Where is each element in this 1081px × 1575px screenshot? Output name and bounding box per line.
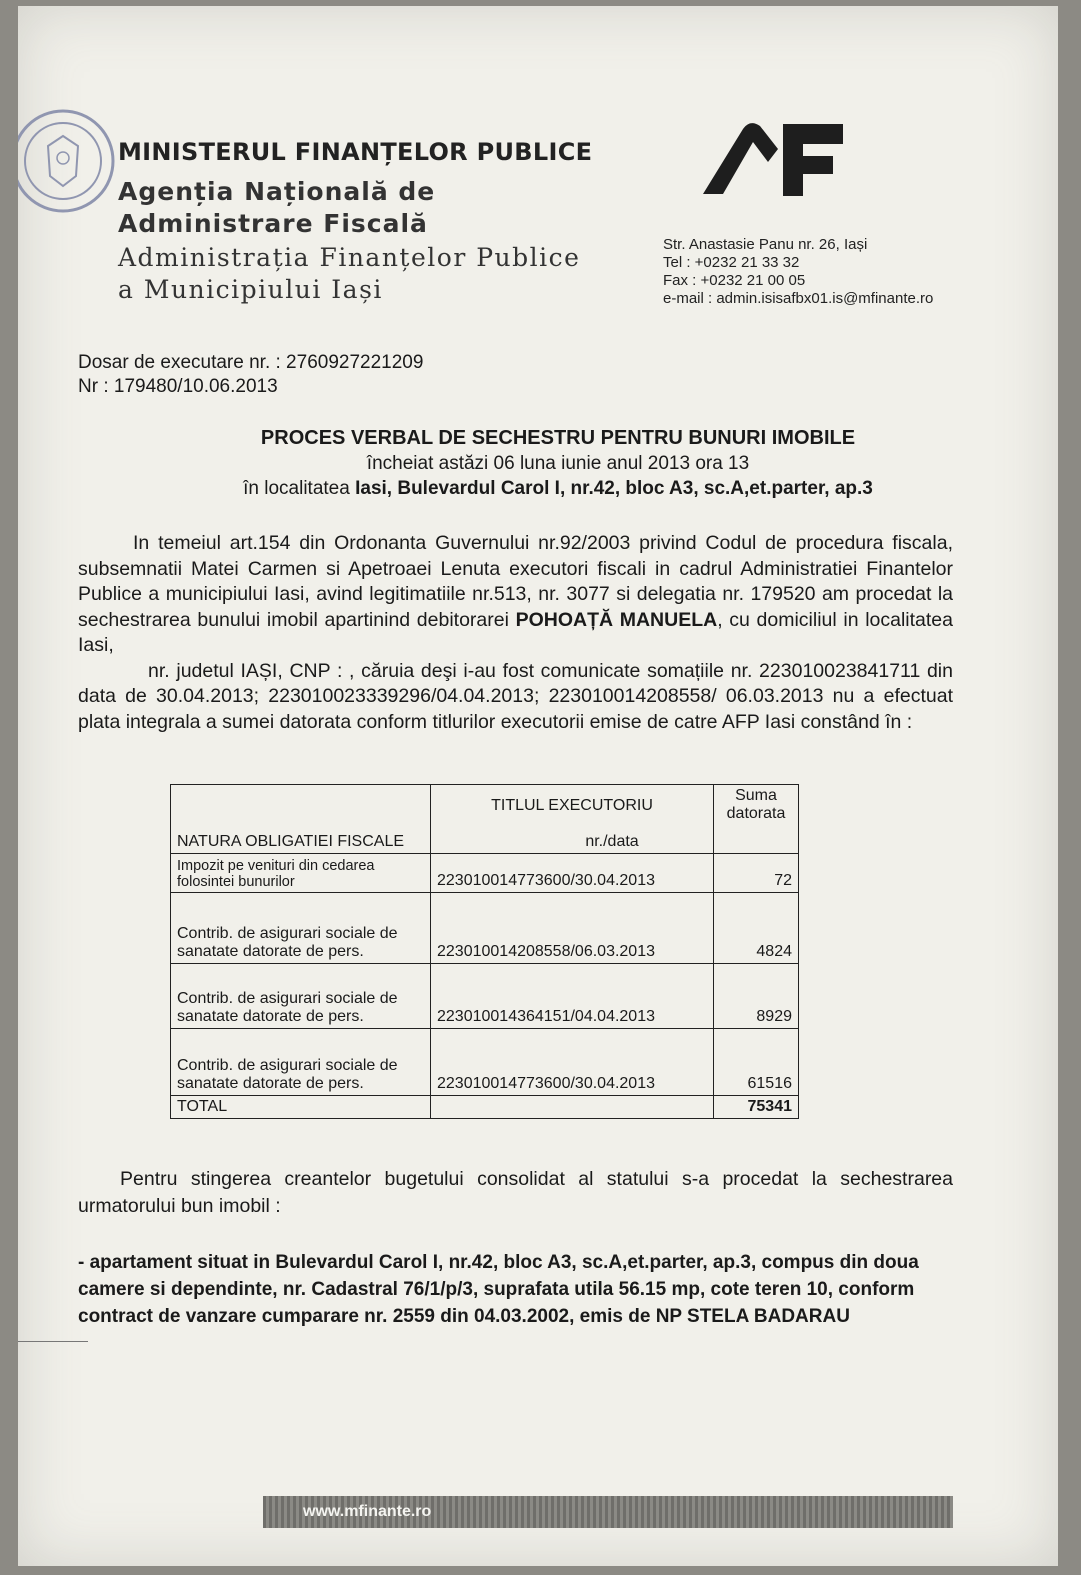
total-amount: 75341 (714, 1096, 799, 1119)
row-nature: Impozit pe venituri din cedarea folosintei bunurilor (171, 854, 431, 893)
body-text-part1b: , cu domiciliul in localitatea Iasi, (78, 608, 953, 656)
table-row (171, 854, 799, 893)
debtor-name: POHOAȚĂ MANUELA (515, 608, 718, 631)
total-empty-cell (431, 1096, 714, 1119)
body-paragraph (78, 531, 953, 735)
body-text-part2: nr. judetul IAȘI, CNP : , căruia deşi i-au fost comunicate somațiile nr. 223010023841711 din data de 30.04.2013; 223010023339296/04.04.2013; 223010014208558/ 06.03.2013 nu a efectuat plata integrala a sumei datorata conform titlurilor executorii emise de catre AFP Iasi constând în : (78, 659, 953, 733)
table-header-row (171, 785, 799, 854)
romania-seal-icon (18, 106, 118, 216)
procedure-paragraph (78, 1166, 953, 1220)
row-nature: Contrib. de asigurari sociale de sanatate datorate de pers. (171, 1029, 431, 1096)
row-title: 223010014773600/30.04.2013 (431, 1029, 714, 1096)
header-nature: NATURA OBLIGATIEI FISCALE (171, 785, 431, 854)
row-amount: 72 (714, 854, 799, 893)
row-title: 223010014364151/04.04.2013 (431, 964, 714, 1029)
row-nature: Contrib. de asigurari sociale de sanatate datorate de pers. (171, 893, 431, 964)
contact-address: Str. Anastasie Panu nr. 26, Iași (663, 236, 868, 253)
header-title-bottom: nr./data (585, 833, 639, 850)
anaf-logo-icon (698, 114, 848, 204)
agency-name-line2: Administrare Fiscală (118, 209, 428, 238)
contact-tel: Tel : +0232 21 33 32 (663, 254, 800, 271)
total-label: TOTAL (171, 1096, 431, 1119)
table-row (171, 893, 799, 964)
registration-number: Nr : 179480/10.06.2013 (78, 376, 278, 397)
document-title: PROCES VERBAL DE SECHESTRU PENTRU BUNURI IMOBILE (260, 427, 856, 449)
row-title: 223010014773600/30.04.2013 (431, 854, 714, 893)
document-page (18, 6, 1058, 1566)
location-address: Iasi, Bulevardul Carol I, nr.42, bloc A3, sc.A,et.parter, ap.3 (355, 478, 873, 499)
institution-header (118, 138, 592, 306)
footer-banner (263, 1496, 953, 1528)
obligations-table (170, 784, 799, 1119)
row-title: 223010014208558/06.03.2013 (431, 893, 714, 964)
ministry-name: MINISTERUL FINANȚELOR PUBLICE (118, 138, 593, 166)
margin-line (18, 1341, 88, 1342)
dosar-number: Dosar de executare nr. : 2760927221209 (78, 352, 424, 373)
contact-fax: Fax : +0232 21 00 05 (663, 272, 806, 289)
procedure-text: Pentru stingerea creantelor bugetului consolidat al statului s-a procedat la sechestrarea urmatorului bun imobil : (78, 1168, 953, 1217)
admin-name-line2: a Municipiului Iași (118, 275, 383, 304)
header-amount: Suma datorata (714, 785, 799, 854)
footer-url: www.mfinante.ro (303, 1503, 432, 1520)
table-total-row (171, 1096, 799, 1119)
title-block (78, 426, 1038, 501)
row-amount: 61516 (714, 1029, 799, 1096)
header-title-top: TITLUL EXECUTORIU (491, 797, 653, 814)
table-row (171, 964, 799, 1029)
seized-property-item: - apartament situat in Bulevardul Carol I, nr.42, bloc A3, sc.A,et.parter, ap.3, compus din doua camere si dependinte, nr. Cadastral 76/1/p/3, suprafata utila 56.15 mp, cote teren 10, conform contract de vanzare cumparare nr. 2559 din 04.03.2002, emis de NP STELA BADARAU (78, 1252, 919, 1327)
table-row (171, 1029, 799, 1096)
location-prefix: în localitatea (243, 478, 356, 499)
title-location-line (78, 476, 1038, 501)
body-text-part1: In temeiul art.154 din Ordonanta Guvernului nr.92/2003 privind Codul de procedura fiscala, subsemnatii Matei Carmen si Apetroaei Lenuta executori fiscali in cadrul Administratiei Finantelor Publice a municipiului Iasi, avind legitimatiile nr.513, nr. 3077 si delegatia nr. 179520 am procedat la sechestrarea bunului imobil apartinind debitorarei (78, 532, 953, 631)
row-amount: 8929 (714, 964, 799, 1029)
contact-block (663, 236, 933, 308)
header-title (431, 785, 714, 854)
admin-name-line1: Administrația Finanțelor Publice (118, 243, 581, 272)
contact-email: e-mail : admin.isisafbx01.is@mfinante.ro (663, 290, 934, 307)
file-reference (78, 351, 423, 399)
title-date-line: încheiat astăzi 06 luna iunie anul 2013 ora 13 (366, 453, 750, 474)
agency-name-line1: Agenția Națională de (118, 177, 436, 206)
row-nature: Contrib. de asigurari sociale de sanatate datorate de pers. (171, 964, 431, 1029)
row-amount: 4824 (714, 893, 799, 964)
